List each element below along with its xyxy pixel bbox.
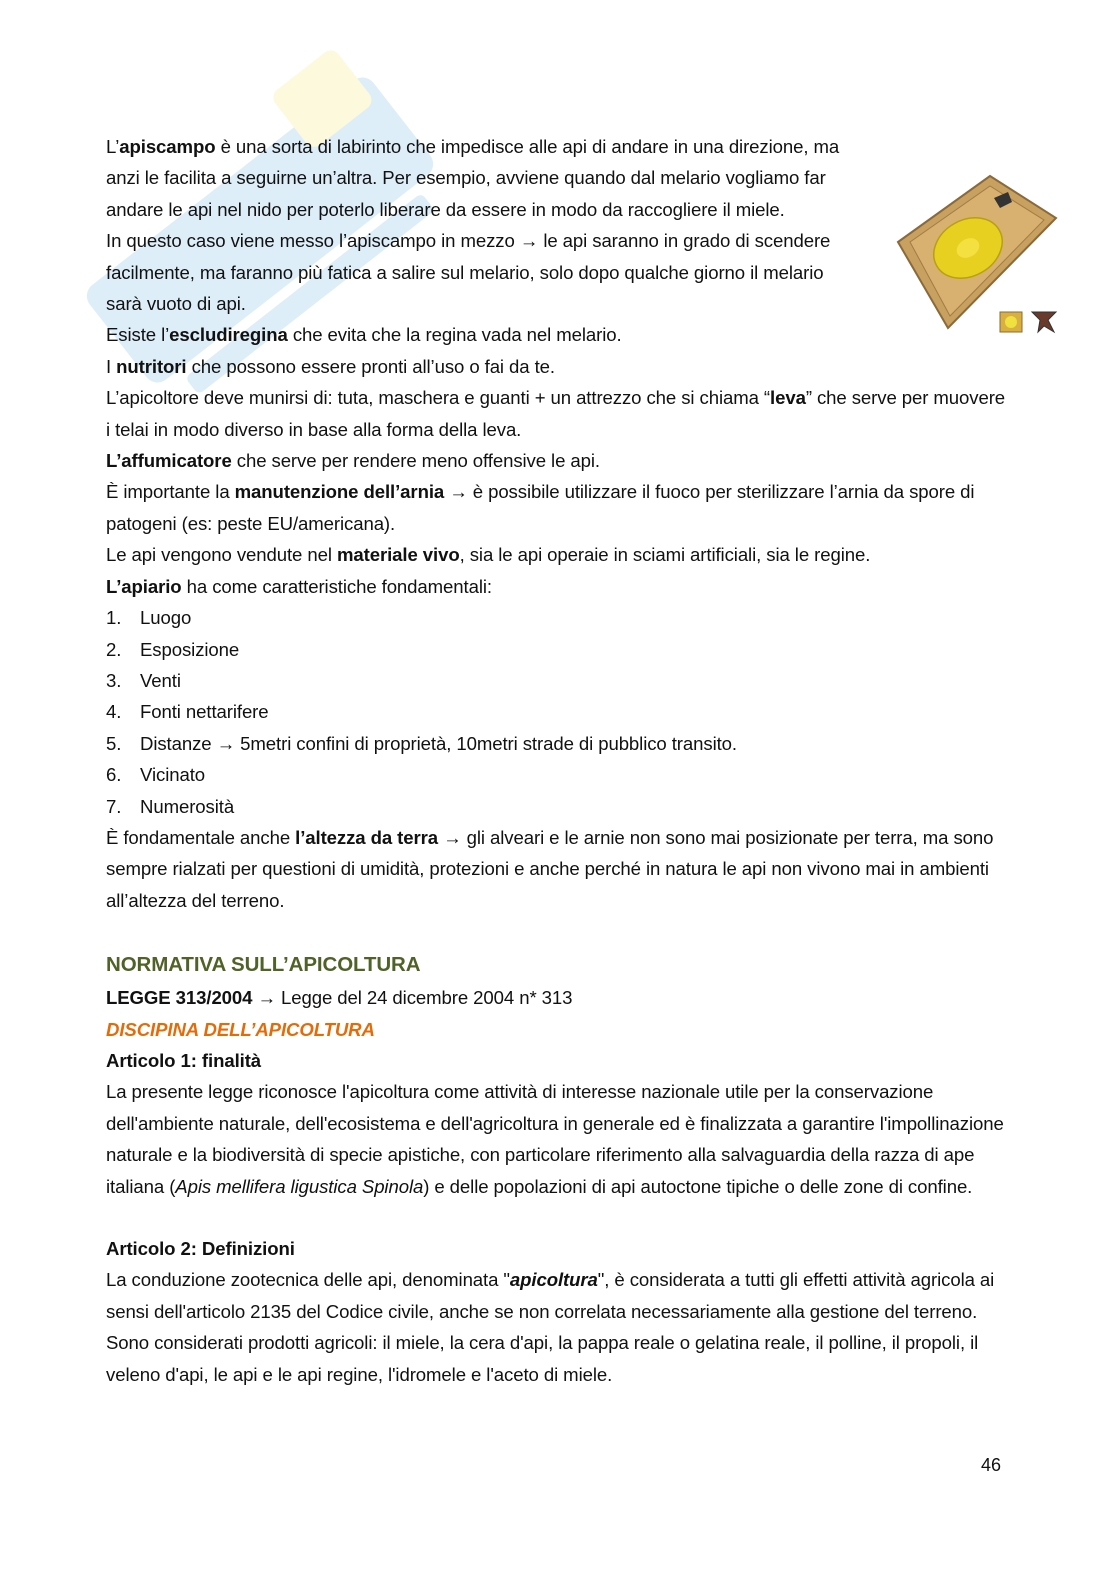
list-item [106, 696, 1006, 727]
text-run: Esiste l’ [106, 324, 170, 346]
spacer [106, 1202, 1006, 1233]
list-text: Vicinato [140, 764, 206, 786]
text-run: ", è considerata a tutti gli effetti attività agricola ai sensi dell'articolo 2135 del Codice civile, anche se non correlata necessariamente alla gestione del terreno. [106, 1269, 995, 1322]
text-run: È fondamentale anche [106, 826, 296, 848]
text-run: ” che serve per muovere i telai in modo diverso in base alla forma della leva. [106, 387, 1006, 440]
article-2-heading [106, 1233, 1006, 1264]
text-run: La conduzione zootecnica delle api, denominata " [106, 1269, 510, 1291]
term-apiscampo: apiscampo [119, 136, 216, 157]
list-text: Fonti nettarifere [140, 701, 269, 723]
list-text: Venti [140, 669, 181, 691]
text-run: I [106, 355, 117, 377]
list-number: 6. [106, 764, 122, 786]
article-2-products: Sono considerati prodotti agricoli: il miele, la cera d'api, la pappa reale o gelatina reale, il polline, il propoli, il veleno d'api, le api e le api regine, l'idromele e l'aceto di miele. [106, 1332, 979, 1385]
manutenzione-paragraph [106, 476, 1006, 539]
law-subtitle: DISCIPINA DELL’APICOLTURA [106, 1018, 375, 1040]
list-number: 3. [106, 669, 122, 691]
list-item [106, 759, 1006, 790]
list-number: 4. [106, 701, 122, 723]
article-1-text [106, 1076, 1006, 1202]
text-run: È importante la [106, 481, 235, 503]
leva-paragraph [106, 382, 1006, 445]
nutritori-paragraph [106, 351, 1006, 382]
affumicatore-paragraph [106, 445, 1006, 476]
article-2-text [106, 1264, 1006, 1327]
term-manutenzione: manutenzione dell’arnia [234, 481, 445, 503]
law-reference [106, 982, 1006, 1013]
text-run: ) e delle popolazioni di api autoctone tipiche o delle zone di confine. [423, 1175, 973, 1197]
altezza-paragraph [106, 822, 1006, 916]
article-1-heading [106, 1045, 1006, 1076]
species-name: Apis mellifera ligustica Spinola [175, 1175, 424, 1197]
list-item [106, 791, 1006, 822]
section-heading: NORMATIVA SULL’APICOLTURA [106, 953, 421, 977]
article-title: Articolo 1: finalità [106, 1049, 262, 1071]
term-apiario: L’apiario [106, 575, 182, 597]
text-run: L’apicoltore deve munirsi di: tuta, maschera e guanti + un attrezzo che si chiama “ [106, 387, 771, 409]
list-number: 1. [106, 607, 122, 629]
law-description: → Legge del 24 dicembre 2004 n* 313 [252, 987, 573, 1009]
term-materiale-vivo: materiale vivo [336, 544, 460, 566]
text-run: che evita che la regina vada nel melario. [287, 324, 622, 346]
page-number: 46 [981, 1455, 1002, 1475]
document-body [106, 131, 1006, 1390]
law-number: LEGGE 313/2004 [106, 987, 253, 1009]
list-number: 2. [106, 638, 122, 660]
term-altezza: l’altezza da terra [295, 826, 439, 848]
text-run: ha come caratteristiche fondamentali: [181, 575, 492, 597]
term-nutritori: nutritori [116, 355, 187, 377]
article-title: Articolo 2: Definizioni [106, 1238, 295, 1259]
list-text: Numerosità [140, 795, 235, 817]
apiario-paragraph [106, 571, 1006, 602]
term-apicoltura: apicoltura [509, 1269, 598, 1291]
list-text: Distanze → 5metri confini di proprietà, 10metri strade di pubblico transito. [140, 732, 737, 754]
text-run: , sia le api operaie in sciami artificiali, sia le regine. [459, 544, 871, 566]
list-number: 5. [106, 732, 122, 754]
term-leva: leva [770, 387, 806, 409]
image-caption-icons [998, 308, 1058, 334]
text-run: che serve per rendere meno offensive le api. [231, 450, 600, 472]
text-run: → è possibile utilizzare il fuoco per sterilizzare l’arnia da spore di patogeni (es: peste EU/americana). [106, 481, 975, 534]
list-item [106, 728, 1006, 759]
list-item [106, 634, 1006, 665]
term-affumicatore: L’affumicatore [106, 450, 232, 472]
term-escludiregina: escludiregina [169, 324, 288, 346]
text-run: Le api vengono vendute nel [106, 544, 337, 566]
text-run: è una sorta di labirinto che impedisce alle api di andare in una direzione, ma anzi le facilita a seguirne un’altra. Per esempio, avviene quando dal melario vogliamo far andare le api nel nido per poterlo liberare da essere in modo da raccogliere il miele. [106, 136, 840, 220]
apiario-list [106, 602, 1006, 822]
text-run: L’ [106, 136, 120, 157]
text-run: La presente legge riconosce l'apicoltura come attività di interesse nazionale utile per la conservazione dell'ambiente naturale, dell'ecosistema e dell'agricoltura in generale ed è finalizzata a garantire l'impollinazione naturale e la biodiversità di specie apistiche, con particolare riferimento alla salvaguardia della razza di ape italiana ( [106, 1081, 1004, 1197]
escludiregina-paragraph [106, 319, 1006, 350]
materiale-vivo-paragraph [106, 539, 1006, 570]
list-text: Luogo [140, 607, 192, 629]
apiscampo-paragraph [106, 131, 851, 225]
apiscampo-usage-paragraph: In questo caso viene messo l’apiscampo in mezzo → le api saranno in grado di scendere facilmente, ma faranno più fatica a salire sul melario, solo dopo qualche giorno il melario sarà vuoto di api. [106, 230, 831, 315]
list-item [106, 602, 1006, 633]
list-text: Esposizione [140, 638, 240, 660]
text-run: che possono essere pronti all’uso o fai da te. [186, 355, 555, 377]
list-item [106, 665, 1006, 696]
list-number: 7. [106, 795, 122, 817]
text-run: → gli alveari e le arnie non sono mai posizionate per terra, ma sono sempre rialzati per questioni di umidità, protezioni e anche perché in natura le api non vivono mai in ambienti all’altezza del terreno. [106, 826, 994, 911]
